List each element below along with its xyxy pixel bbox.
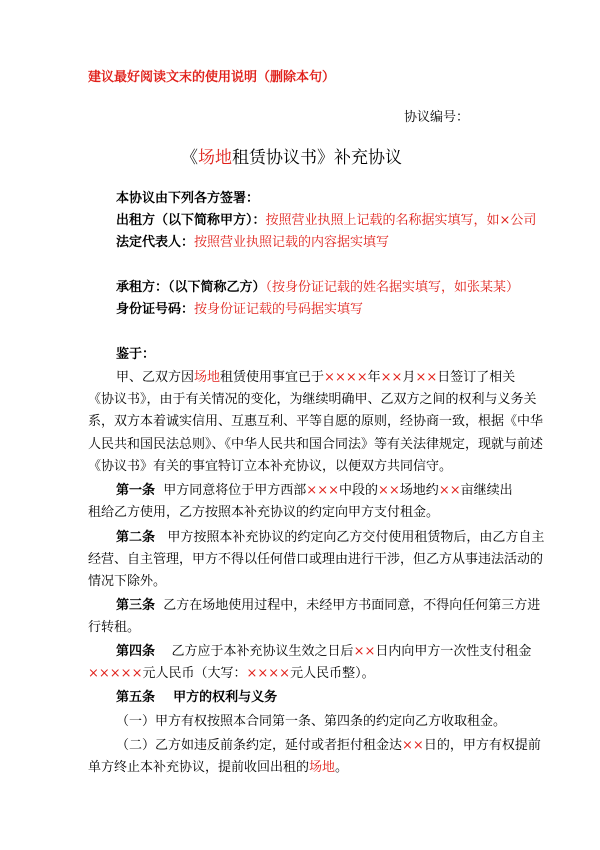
red-placeholder: ×× — [353, 644, 376, 659]
whereas-line-5: 《协议书》有关的事宜特订立本补充协议，以便双方共同信守。 — [88, 459, 453, 474]
legal-rep-label: 法定代表人： — [116, 235, 195, 250]
text-run: 场地约 — [399, 483, 439, 498]
text-run: 元人民币整）。 — [290, 666, 375, 681]
article-5-item-1: （一）甲方有权按照本合同第一条、第四条的约定向乙方收取租金。 — [116, 714, 507, 729]
red-placeholder: ×× — [378, 483, 400, 498]
text-run: 日内向甲方一次性支付租金 — [375, 644, 532, 659]
id-hint: 按身份证记载的号码据实填写 — [194, 302, 364, 317]
article-1-line-1 — [116, 483, 513, 499]
title-open: 《 — [181, 148, 198, 168]
id-number-line — [116, 302, 363, 318]
red-placeholder: ×× — [438, 483, 461, 498]
text-run: 乙方在场地使用过程中，未经甲方书面同意，不得向任何第三方进 — [163, 598, 541, 613]
text-run: 单方终止本补充协议，提前收回出租的 — [88, 760, 310, 775]
article-2-line-2: 经营、自主管理，甲方不得以任何借口或理由进行干涉，但乙方从事违法活动的 — [88, 552, 544, 567]
id-label: 身份证号码： — [116, 302, 195, 317]
lessor-label: 出租方（以下简称甲方）： — [116, 213, 266, 228]
article-3-line-1 — [116, 598, 540, 614]
lessor-hint: 按照营业执照上记载的名称据实填写，如×公司 — [265, 213, 537, 228]
parties-intro: 本协议由下列各方签署： — [116, 191, 260, 206]
agreement-number-label: 协议编号： — [404, 110, 470, 125]
red-placeholder: ××××× — [88, 666, 143, 681]
legal-rep-line — [116, 235, 389, 251]
lessee-hint: （按身份证记载的姓名据实填写，如张某某） — [265, 280, 520, 295]
text-run: 中段的 — [338, 483, 378, 498]
title-red-word: 场地 — [198, 148, 232, 168]
lessee-line — [116, 280, 519, 296]
text-run: 元人民币（大写： — [142, 666, 247, 681]
red-placeholder: ×× — [380, 370, 403, 385]
whereas-line-4: 人民共和国民法总则》、《中华人民共和国合同法》等有关法律规定，现就与前述 — [88, 437, 544, 452]
lessee-label: 承租方：（以下简称乙方） — [116, 280, 266, 295]
article-5-item-2-line-2 — [88, 760, 348, 776]
lessor-line — [116, 213, 536, 229]
text-run: 亩继续出 — [460, 483, 513, 498]
article-4-line-2 — [88, 666, 375, 682]
text-run: 甲方同意将位于甲方西部 — [163, 483, 307, 498]
red-placeholder: ××× — [306, 483, 339, 498]
text-run: 甲、乙双方因 — [116, 370, 195, 385]
usage-note: 建议最好阅读文末的使用说明（删除本句） — [88, 70, 336, 85]
text-run: 租赁使用事宜已于 — [220, 370, 325, 385]
article-2-label: 第二条 — [116, 530, 156, 545]
article-5-item-2-line-1 — [116, 738, 541, 754]
red-placeholder: ×× — [415, 370, 438, 385]
article-5-heading — [116, 690, 277, 706]
article-5-label: 第五条 — [116, 690, 156, 705]
whereas-heading: 鉴于： — [116, 347, 156, 362]
whereas-line-2: 《协议书》，由于有关情况的变化，为继续明确甲、乙双方之间的权利与义务关 — [88, 392, 537, 407]
red-placeholder: 场地 — [309, 760, 336, 775]
text-run: 月 — [402, 370, 416, 385]
article-3-line-2: 行转租。 — [88, 620, 141, 635]
legal-rep-hint: 按照营业执照记载的内容据实填写 — [194, 235, 390, 250]
document-title — [181, 147, 402, 169]
article-2-line-1 — [116, 530, 544, 546]
text-run: 日签订了相关 — [437, 370, 516, 385]
whereas-line-3: 系，双方本着诚实信用、互惠互利、平等自愿的原则，经协商一致，根据《中华 — [88, 414, 544, 429]
article-5-title: 甲方的权利与义务 — [173, 690, 278, 705]
text-run: 年 — [367, 370, 381, 385]
text-run: 甲方按照本补充协议的约定向乙方交付使用租赁物后，由乙方自主 — [167, 530, 545, 545]
article-1-label: 第一条 — [116, 483, 156, 498]
text-run: （二）乙方如违反前条约定，延付或者拒付租金达 — [116, 738, 403, 753]
article-3-label: 第三条 — [116, 598, 156, 613]
text-run: 乙方应于本补充协议生效之日后 — [171, 644, 354, 659]
red-placeholder: ×× — [402, 738, 424, 753]
title-rest: 租赁协议书》补充协议 — [232, 148, 402, 168]
red-placeholder: ×××× — [324, 370, 368, 385]
article-1-line-2: 租给乙方使用，乙方按照本补充协议的约定向甲方支付租金。 — [88, 505, 440, 520]
red-placeholder: 场地 — [194, 370, 221, 385]
article-4-label: 第四条 — [116, 644, 156, 659]
whereas-line-1 — [116, 370, 515, 386]
article-4-line-1 — [116, 644, 531, 660]
text-run: 日的，甲方有权提前 — [423, 738, 541, 753]
article-2-line-3: 情况下除外。 — [88, 574, 167, 589]
text-run: 。 — [335, 760, 349, 775]
red-placeholder: ×××× — [246, 666, 291, 681]
